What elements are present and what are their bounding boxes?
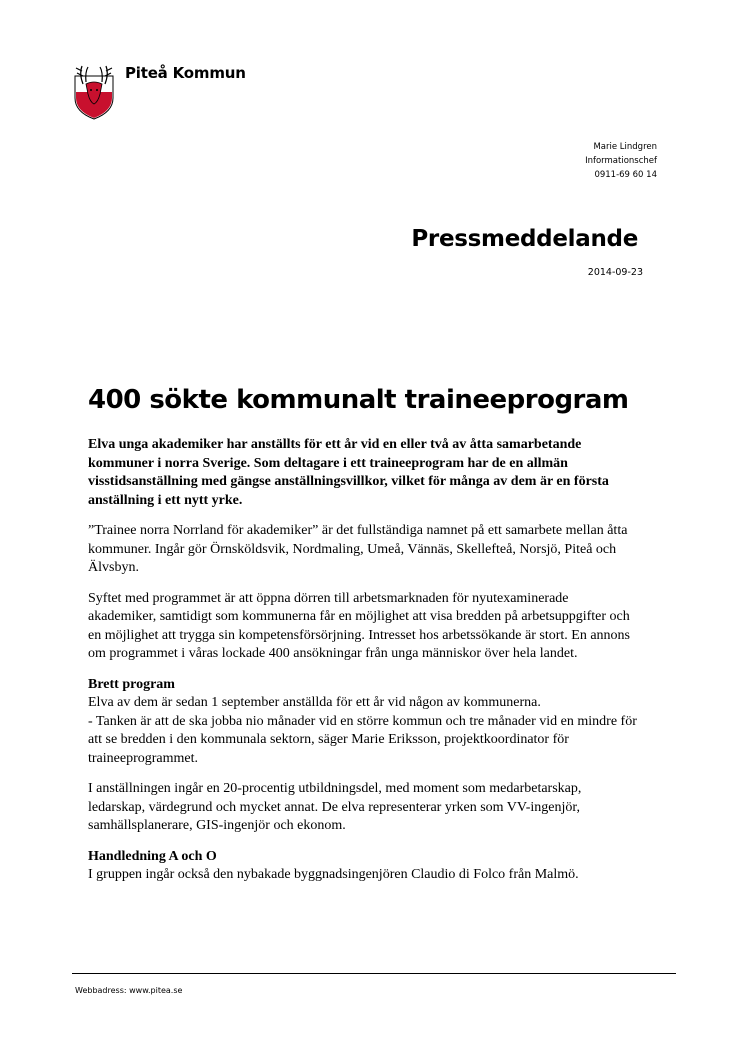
section-heading: Handledning A och O — [88, 848, 217, 864]
section-heading: Brett program — [88, 676, 175, 692]
contact-name: Marie Lindgren — [593, 142, 657, 152]
lead-paragraph: Elva unga akademiker har anställts för ett år vid en eller två av åtta samarbetande kommuner i norra Sverige. Som deltagare i ett traineeprogram har de en allmän visstidsanställning med gängse anställningsvillkor, vilket för många av dem är en första anställning i ett nytt yrke. — [88, 437, 609, 508]
contact-phone: 0911-69 60 14 — [594, 170, 657, 180]
paragraph-line: I gruppen ingår också den nybakade byggnadsingenjören Claudio di Folco från Malmö. — [88, 867, 579, 882]
paragraph: I anställningen ingår en 20-procentig utbildningsdel, med moment som medarbetarskap, ledarskap, värdegrund och mycket annat. De elva representerar yrken som VV-ingenjör, samhällsplanerare, GIS-ingenjör och ekonom. — [88, 781, 582, 833]
contact-title: Informationschef — [585, 156, 657, 166]
paragraph: Syftet med programmet är att öppna dörren till arbetsmarknaden för nyutexaminerade akademiker, samtidigt som kommunerna får en möjlighet att visa bredden på arbetsuppgifter och en möjlighet att trygga sin kompetensförsörjning. Intresset hos arbetssökande är stort. En annons om programmet i våras lockade 400 ansökningar från unga människor över hela landet. — [88, 590, 631, 661]
footer-web-address: Webbadress: www.pitea.se — [75, 986, 183, 995]
article-body — [88, 436, 640, 897]
section-brett-program — [88, 676, 640, 769]
paragraph-line: Elva av dem är sedan 1 september anställda för ett år vid någon av kommunerna. — [88, 695, 541, 710]
paragraph: ”Trainee norra Norrland för akademiker” är det fullständiga namnet på ett samarbete mellan åtta kommuner. Ingår gör Örnsköldsvik, Nordmaling, Umeå, Vännäs, Skellefteå, Norsjö, Piteå och Älvsbyn. — [88, 523, 628, 575]
quote-line: - Tanken är att de ska jobba nio månader vid en större kommun och tre månader vid en mindre för att se bredden i den kommunala sektorn, säger Marie Eriksson, projektkoordinator för traineeprogrammet. — [88, 713, 637, 766]
pitea-coat-of-arms-icon — [73, 62, 115, 120]
contact-block — [585, 140, 657, 182]
headline: 400 sökte kommunalt traineeprogram — [88, 385, 629, 415]
section-handledning — [88, 848, 640, 885]
document-date: 2014-09-23 — [587, 267, 643, 278]
organization-name: Piteå Kommun — [125, 64, 246, 82]
footer-divider — [72, 973, 676, 974]
document-type: Pressmeddelande — [411, 226, 638, 252]
